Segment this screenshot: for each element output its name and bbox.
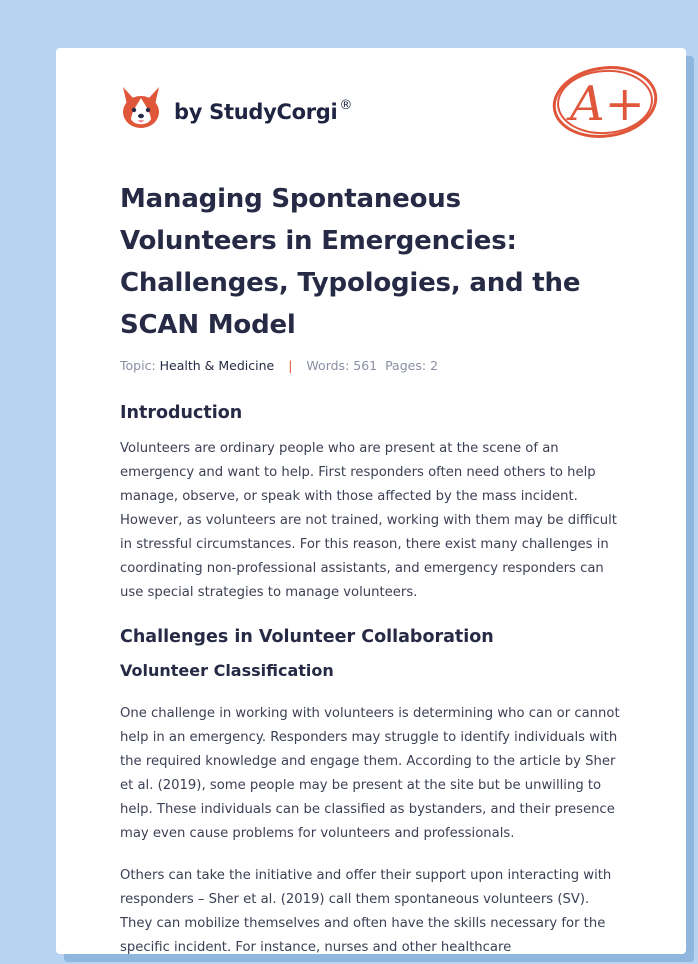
subsection-heading-classification: Volunteer Classification: [120, 661, 334, 680]
pages-value: 2: [430, 358, 439, 373]
section-heading-introduction: Introduction: [120, 403, 243, 423]
pages-label: Pages:: [385, 358, 427, 373]
paragraph-classification-2: Others can take the initiative and offer their support upon interacting with responders – Sher et al. (2019) call them spontaneous volunteers (SV). They can mobilize themselves and often have the skills necessary for the specific incident. For instance, nurses and other healthcare: [120, 868, 612, 954]
topic-value[interactable]: Health & Medicine: [159, 358, 275, 373]
a-plus-grade-icon: [550, 60, 660, 140]
header: [120, 76, 660, 166]
paragraph-introduction: Volunteers are ordinary people who are present at the scene of an emergency and want to help. First responders often need others to help manage, observe, or speak with those affected by the mass incident. However, as volunteers are not trained, working with them may be difficult in stressful circumstances. For this reason, there exist many challenges in coordinating non-professional assistants, and emergency responders can use special strategies to manage volunteers.: [120, 441, 617, 600]
meta-separator: |: [288, 358, 293, 373]
studycorgi-logo[interactable]: [120, 76, 352, 140]
svg-text:A+: A+: [570, 76, 645, 132]
brand-name: by StudyCorgi ®: [174, 98, 353, 124]
corgi-icon: [120, 85, 162, 131]
article-meta: [120, 358, 620, 373]
section-heading-challenges: Challenges in Volunteer Collaboration: [120, 627, 494, 647]
topic-label: Topic:: [120, 358, 156, 373]
words-label: Words:: [306, 358, 350, 373]
document-page: [56, 48, 686, 954]
words-value: 561: [353, 358, 378, 373]
page-title: Managing Spontaneous Volunteers in Emergencies: Challenges, Typologies, and the SCAN Model: [120, 184, 581, 340]
paragraph-classification-1: One challenge in working with volunteers is determining who can or cannot help in an emergency. Responders may struggle to identify individuals with the required knowledge and engage them. According to the article by Sher et al. (2019), some people may be present at the site but be unwilling to help. These individuals can be classified as bystanders, and their presence may even cause problems for volunteers and professionals.: [120, 706, 620, 841]
article: [120, 178, 620, 954]
